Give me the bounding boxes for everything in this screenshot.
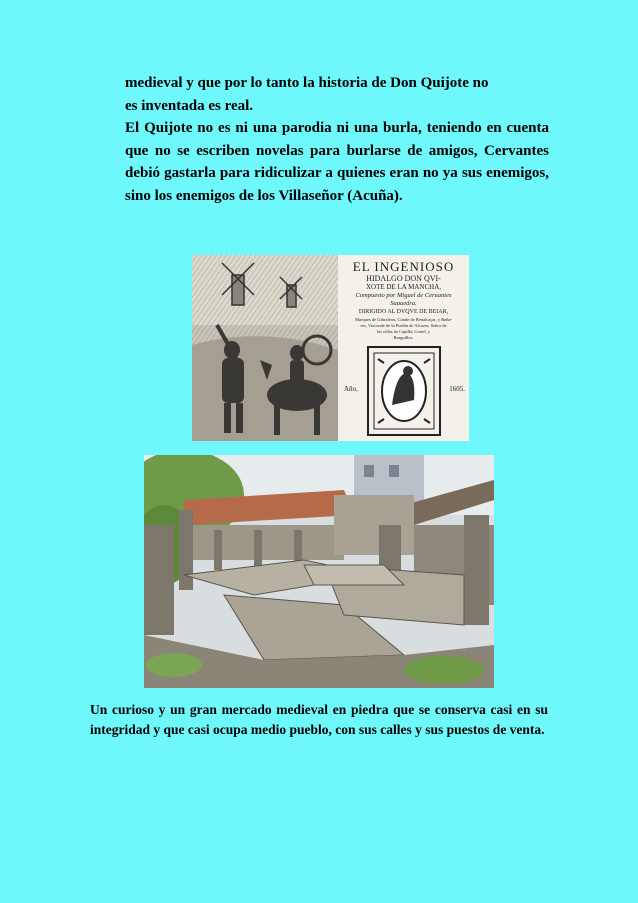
body-paragraph bbox=[125, 72, 549, 207]
image-caption: Un curioso y un gran mercado medieval en piedra que se conserva casi en su integridad y que casi ocupa medio pueblo, con sus calles y sus puestos de venta. bbox=[90, 702, 548, 737]
title-page-year-right: 1605. bbox=[449, 385, 465, 393]
title-page-year-left: Año, bbox=[344, 385, 358, 393]
medieval-stone-market-photo bbox=[144, 455, 494, 688]
title-page-small-4: Burguillos. bbox=[393, 335, 414, 340]
title-page-small-2: res, Vizconde de la Puebla de Alcozer, Señor de bbox=[360, 323, 447, 328]
title-page-title: EL INGENIOSO bbox=[352, 259, 455, 274]
title-page-subtitle-1: HIDALGO DON QVI- bbox=[366, 274, 441, 283]
body-line-1: medieval y que por lo tanto la historia de Don Quijote no bbox=[125, 75, 489, 91]
title-page-small-3: las villas de Capilla, Curiel, y bbox=[376, 329, 431, 334]
quixote-engraving-image bbox=[192, 255, 338, 441]
quixote-title-page-image bbox=[338, 255, 469, 441]
body-line-3: El Quijote no es ni una parodia ni una burla, teniendo en cuenta que no se escriben novelas para burlarse de amigos, Cervantes debió gastarla para ridiculizar a quienes eran no ya sus enemigos, sino los enemigos de los Villaseñor (Acuña). bbox=[125, 120, 549, 204]
title-page-dedication: DIRIGIDO AL DVQVE DE BEIAR, bbox=[358, 309, 449, 315]
printer-emblem-icon bbox=[366, 345, 442, 437]
title-page-small-1: Marques de Gibraleon, Conde de Benalcaçar, y Baña- bbox=[355, 317, 452, 322]
title-page-author-1: Compuesto por Miguel de Ceruantes bbox=[355, 292, 452, 299]
title-page-subtitle-2: XOTE DE LA MANCHA, bbox=[365, 283, 442, 291]
title-page-author-2: Saauedra. bbox=[390, 300, 417, 307]
body-line-2: es inventada es real. bbox=[125, 97, 254, 114]
